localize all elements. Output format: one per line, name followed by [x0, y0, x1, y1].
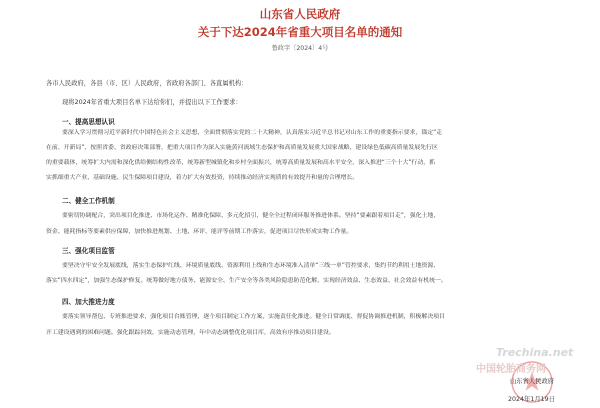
- section-heading: 三、强化项目监管: [62, 247, 115, 255]
- section-line: 要落实领导帮包、专班推进要求，强化项目台账管理，逐个项目制定工作方案，实施责任化推进。健全日常调度、督促协调推进机制，积极解决项目: [62, 314, 445, 320]
- section-heading: 四、加大推进力度: [62, 298, 115, 306]
- watermark-text: 中国轮胎商务网: [476, 364, 546, 375]
- document-number: 鲁政字〔2024〕4号: [271, 45, 329, 52]
- title-line1: 山东省人民政府: [259, 7, 341, 21]
- section-line: 在前、开新局”，按照省委、省政府决策部署，把重大项目作为深入实施黄河流域生态保护和高质量发展重大国家战略、建设绿色低碳高质量发展先行区: [46, 145, 438, 151]
- section-line: 落实“四水四定”，加强生态保护修复。统筹做好地方债务、能源安全、生产安全等各类风险隐患防范化解，实现经济效益、生态效益、社会效益有机统一。: [46, 278, 447, 284]
- intro-paragraph: 现将2024年省重大项目名单下达给你们，并提出以下工作要求：: [62, 99, 242, 106]
- section-heading: 一、提高思想认识: [62, 118, 115, 126]
- section-line: 的重要载体，统筹扩大内需和深化供给侧结构性改革，统筹新型城镇化和乡村全面振兴，统筹高质量发展和高水平安全，深入推进“三个十大”行动，抓: [46, 160, 435, 166]
- section-line: 开工建设遇到的困难问题。强化跟踪问效，实施动态管理，年中动态调整优化项目库，高效有序推动项目建设。: [46, 330, 335, 336]
- section-heading: 二、健全工作机制: [62, 197, 115, 205]
- salutation: 各市人民政府，各县（市、区）人民政府，省政府各部门、各直属机构：: [46, 80, 248, 87]
- signature-date: 2024年1月19日: [508, 396, 555, 403]
- section-line: 实抓细重大产业、基础设施、民生保障项目建设，着力扩大有效投资，持续推动经济实现质的有效提升和量的合理增长。: [46, 175, 359, 181]
- watermark-text: Trechina.net: [496, 346, 574, 359]
- signature-issuer: 山东省人民政府: [510, 378, 555, 385]
- title-line2: 关于下达2024年省重大项目名单的通知: [197, 25, 403, 39]
- section-line: 要坚决守牢安全发展底线，落实生态保护红线、环境质量底线、资源利用上线和生态环境准入清单“三线一单”管控要求，集约节约利用土地资源，: [62, 263, 440, 269]
- section-line: 要密切协调配合，突出项目化推进、市场化运作、精准化保障、多元化招引，健全全过程闭环服务推进体系。坚持“要素跟着项目走”，强化土地、: [62, 213, 440, 219]
- section-line: 资金、能耗指标等要素供应保障，加快推进规划、土地、环评、能评等前期工作落实，促进项目尽快形成实物工作量。: [46, 229, 353, 235]
- section-line: 要深入学习贯彻习近平新时代中国特色社会主义思想，全面贯彻落实党的二十大精神，认真落实习近平总书记对山东工作的重要指示要求，锚定“走: [62, 130, 443, 136]
